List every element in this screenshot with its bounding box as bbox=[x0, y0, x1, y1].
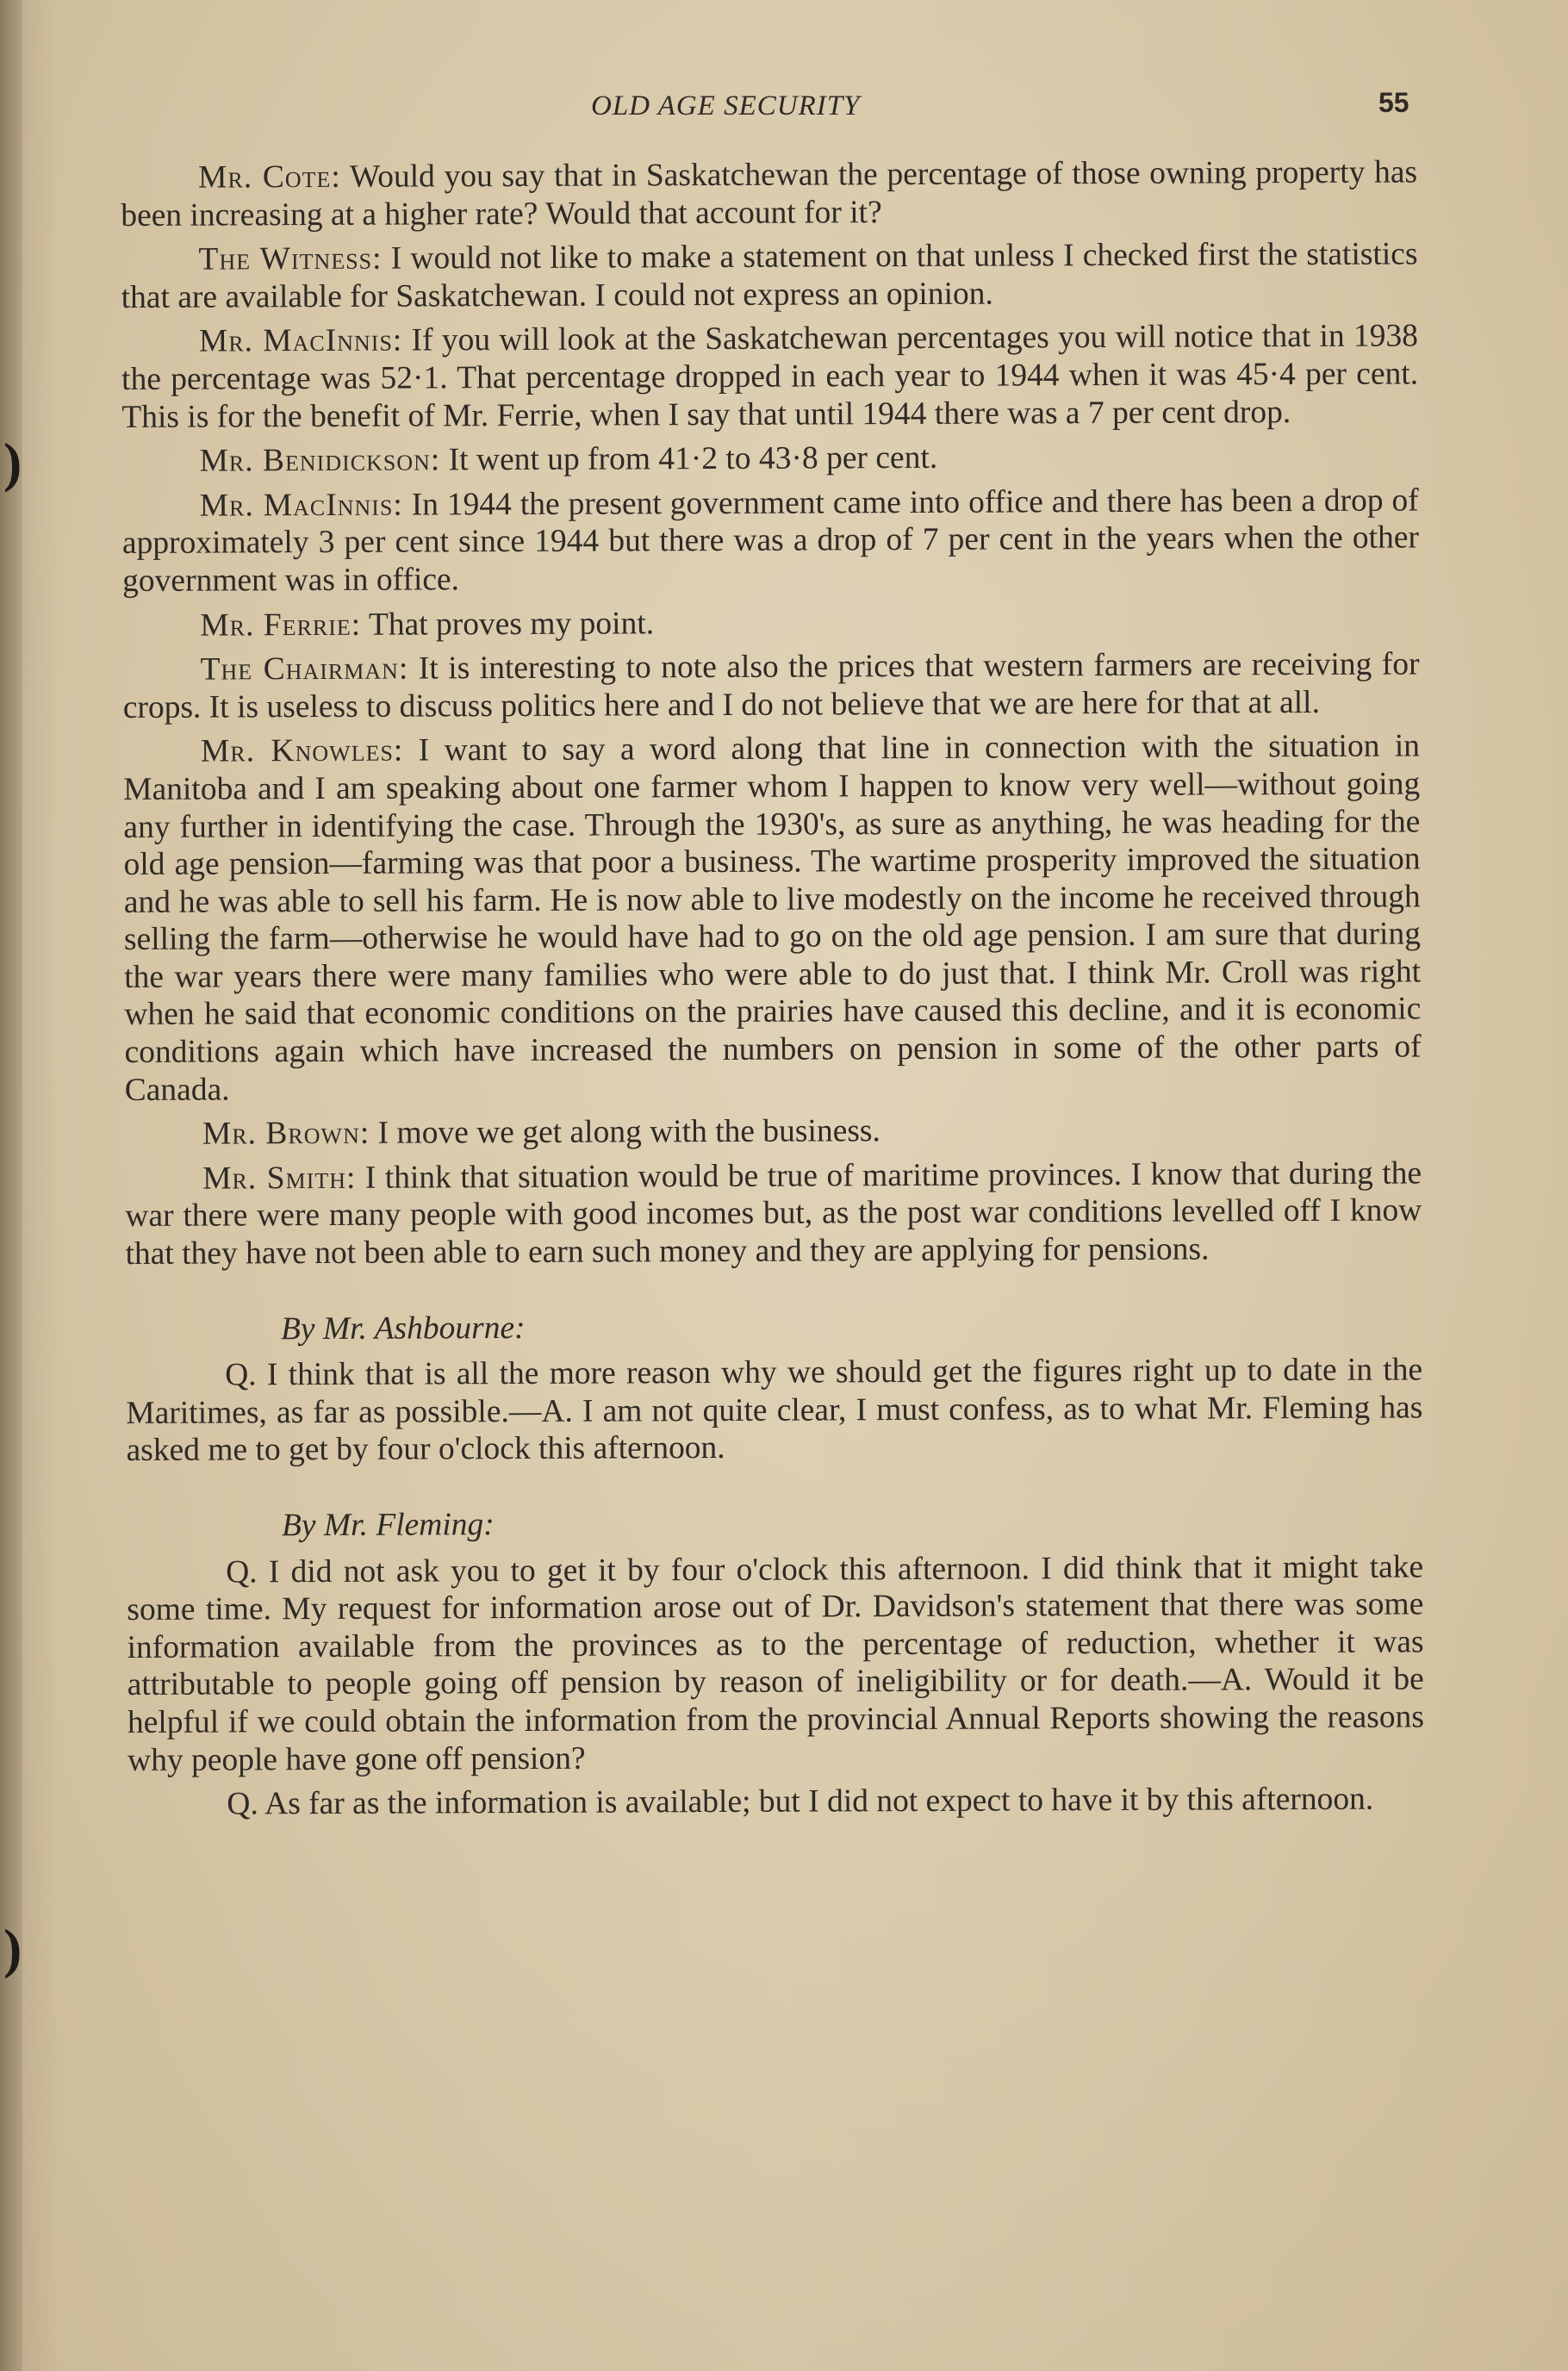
paragraph bbox=[121, 438, 1418, 481]
section-heading: By Mr. Ashbourne: bbox=[280, 1310, 526, 1347]
paragraph bbox=[121, 153, 1417, 234]
question-answer: Q. As far as the information is available; but I did not expect to have it by this afternoon. bbox=[227, 1781, 1374, 1822]
question-answer: Q. I did not ask you to get it by four o'clock this afternoon. I did think that it might take some time. My request for information arose out of Dr. Davidson's statement that there was some information available from the provinces as to the percentage of reduction, whether it was attributable to people going off pension by reason of ineligibility or for death.—A. Would it be helpful if we could obtain the information from the provincial Annual Reports showing the reasons why people have gone off pension? bbox=[127, 1549, 1424, 1778]
paragraph-text: I think that situation would be true of maritime provinces. I know that during the war there were many people with good incomes but, as the post war conditions levelled off I know that they have not been able to earn such money and they are applying for pensions. bbox=[125, 1155, 1422, 1273]
section-heading: By Mr. Fleming: bbox=[281, 1507, 495, 1544]
paragraph bbox=[122, 646, 1419, 727]
binding-edge bbox=[0, 0, 22, 2371]
speaker-name: Mr. MacInnis: bbox=[199, 487, 403, 524]
paragraph-text: I move we get along with the business. bbox=[377, 1113, 880, 1151]
paragraph bbox=[123, 728, 1422, 1110]
paragraph bbox=[125, 1111, 1422, 1154]
paragraph bbox=[121, 236, 1417, 317]
paragraph-text: I want to say a word along that line in connection with the situation in Manitoba and I am speaking about one farmer whom I happen to know very well—without going any further in identifying the case. Through the 1930's, as sure as anything, he was heading for the old age pension—farming was that poor a business. The wartime prosperity improved the situation and he was able to sell his farm. He is now able to live modestly on the income he received through selling the farm—otherwise he would have had to go on the old age pension. I am sure that during the war years there were many families who were able to do just that. I think Mr. Croll was right when he said that economic conditions on the prairies have caused this decline, and it is economic conditions again which have increased the numbers on pension in some of the other parts of Canada. bbox=[123, 728, 1422, 1108]
speaker-name: The Chairman: bbox=[200, 650, 409, 688]
paragraph-text: If you will look at the Saskatchewan percentages you will notice that in 1938 the percentage was 52·1. That percentage dropped in each year to 1944 when it was 45·4 per cent. This is for the benefit of Mr. Ferrie, when I say that until 1944 there was a 7 per cent drop. bbox=[121, 318, 1419, 435]
speaker-name: Mr. MacInnis: bbox=[198, 322, 403, 359]
body-text bbox=[121, 153, 1424, 1830]
paragraph-text: I would not like to make a statement on that unless I checked first the statistics that are available for Saskatchewan. I could not express an opinion. bbox=[121, 236, 1418, 315]
binding-mark-upper: ) bbox=[3, 432, 22, 493]
paragraph-text: It is interesting to note also the prices that western farmers are receiving for crops. It is useless to discuss politics here and I do not believe that we are here for that at all. bbox=[122, 646, 1420, 725]
running-title: OLD AGE SECURITY bbox=[591, 90, 861, 121]
paragraph-text: That proves my point. bbox=[368, 605, 655, 643]
speaker-name: Mr. Knowles: bbox=[200, 732, 404, 769]
paragraph-text: In 1944 the present government came into office and there has been a drop of approximately 3 per cent since 1944 but there was a drop of 7 per cent in the years when the other government was in office. bbox=[121, 482, 1420, 599]
paragraph bbox=[122, 482, 1420, 600]
speaker-name: Mr. Brown: bbox=[202, 1115, 370, 1152]
paragraph-text: It went up from 41·2 to 43·8 per cent. bbox=[448, 440, 938, 478]
paragraph bbox=[121, 318, 1419, 436]
paragraph bbox=[125, 1154, 1422, 1273]
speaker-name: Mr. Benidickson: bbox=[199, 442, 441, 479]
speaker-name: Mr. Cote: bbox=[198, 159, 341, 196]
speaker-name: Mr. Smith: bbox=[202, 1160, 357, 1197]
paragraph bbox=[122, 601, 1419, 644]
speaker-name: Mr. Ferrie: bbox=[200, 607, 362, 644]
speaker-name: The Witness: bbox=[198, 240, 383, 277]
paragraph-text: Would you say that in Saskatchewan the percentage of those owning property has been increasing at a higher rate? Would that account for it? bbox=[121, 154, 1418, 233]
page-number: 55 bbox=[1378, 87, 1409, 118]
running-head bbox=[0, 87, 1568, 125]
question-answer: Q. I think that is all the more reason why we should get the figures right up to date in the Maritimes, as far as possible.—A. I am not quite clear, I must confess, as to what Mr. Fleming has asked me to get by four o'clock this afternoon. bbox=[126, 1352, 1423, 1469]
binding-mark-lower: ) bbox=[3, 1918, 22, 1979]
